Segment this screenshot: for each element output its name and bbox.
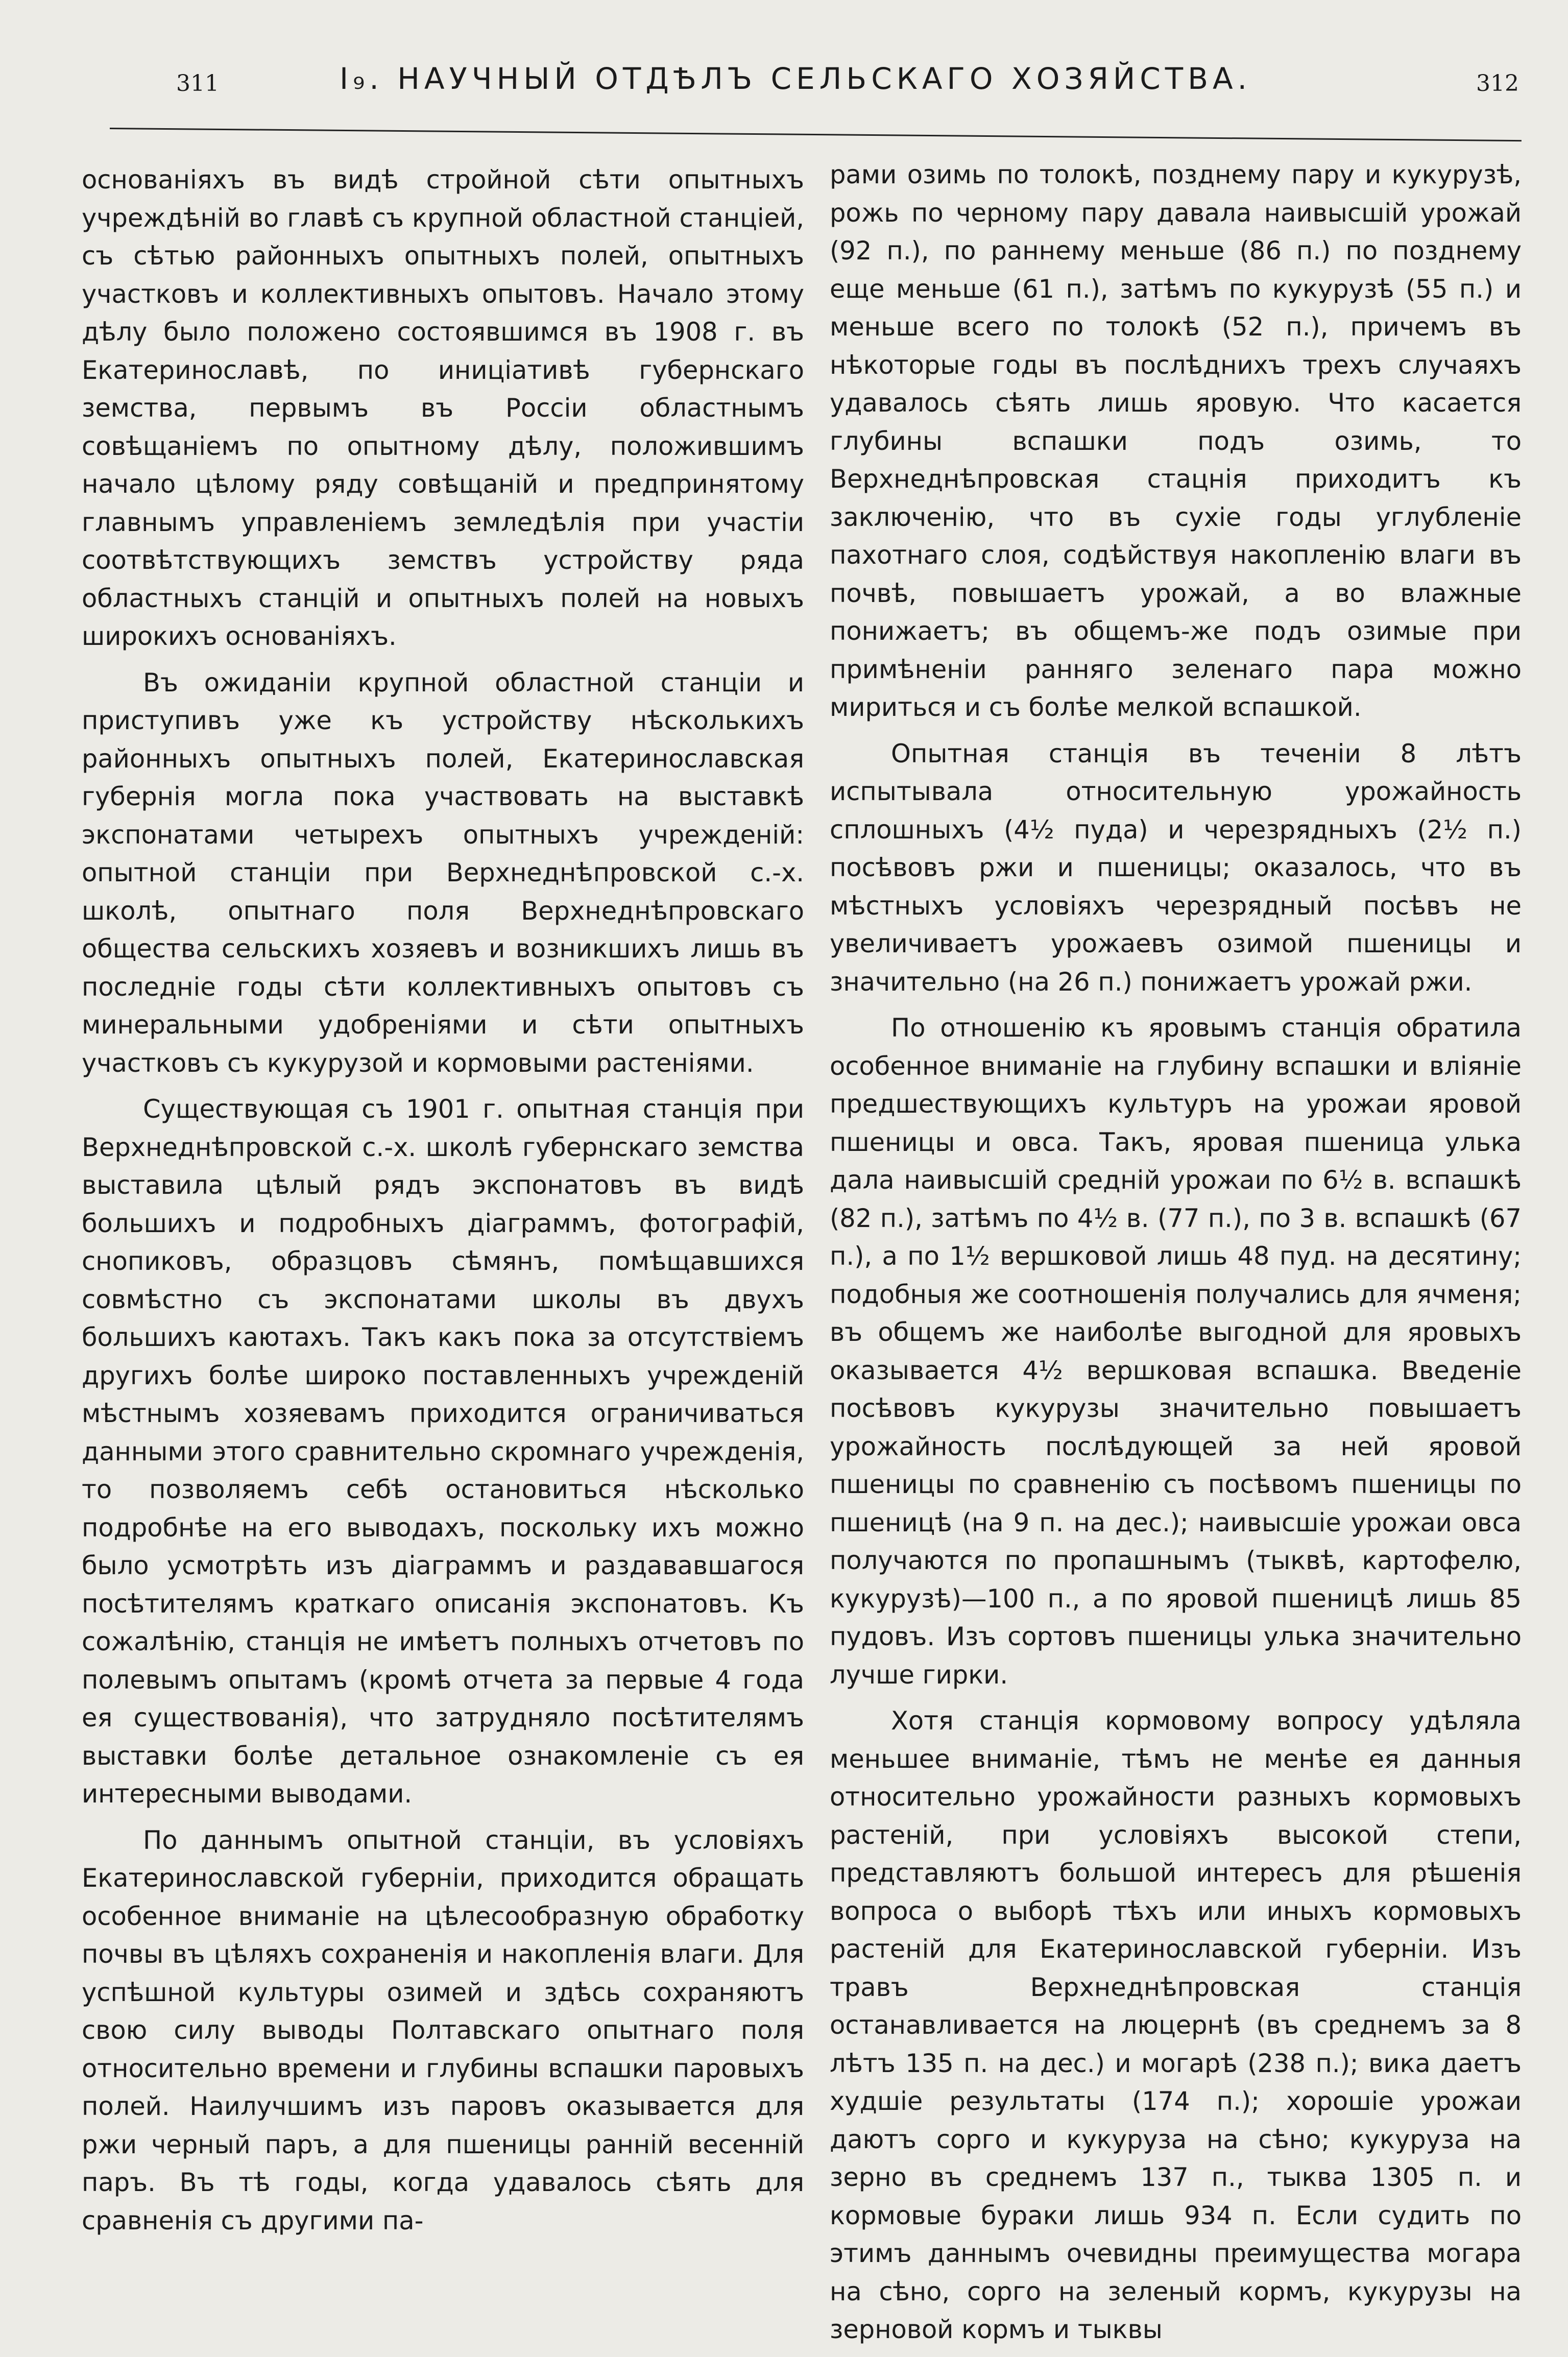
paragraph: основаніяхъ въ видѣ стройной сѣти опытныхъ учреждѣній во главѣ съ крупной областной станціей, съ сѣтью районныхъ опытныхъ полей, опытныхъ участковъ и коллективныхъ опытовъ. Начало этому дѣлу было положено состоявшимся въ 1908 г. въ Екатеринославѣ, по иниціативѣ губернскаго земства, первымъ въ Россіи областнымъ совѣщаніемъ по опытному дѣлу, положившимъ начало цѣлому ряду совѣщаній и предпринятому главнымъ управленіемъ земледѣлія при участіи соотвѣтствующихъ земствъ устройству ряда областныхъ станцій и опытныхъ полей на новыхъ широкихъ основаніяхъ. [82,165,804,651]
page-number-left: 311 [176,70,219,97]
paragraph: Существующая съ 1901 г. опытная станція при Верхнеднѣпровской с.-х. школѣ губернскаго земства выставила цѣлый рядъ экспонатовъ въ видѣ большихъ и подробныхъ діаграммъ, фотографій, снопиковъ, образцовъ сѣмянъ, помѣщавшихся совмѣстно съ экспонатами школы въ двухъ большихъ каютахъ. Такъ какъ пока за отсутствіемъ другихъ болѣе широко поставленныхъ учрежденій мѣстнымъ хозяевамъ приходится ограничиваться данными этого сравнительно скромнаго учрежденія, то позволяемъ себѣ остановиться нѣсколько подробнѣе на его выводахъ, поскольку ихъ можно было усмотрѣть изъ діаграммъ и раздававшагося посѣтителямъ краткаго описанія экспонатовъ. Къ сожалѣнію, станція не имѣетъ полныхъ отчетовъ по полевымъ опытамъ (кромѣ отчета за первые 4 года ея существованія), что затрудняло посѣтителямъ выставки болѣе детальное ознакомленіе съ ея интересными выводами. [82,1094,804,1809]
running-title: I₉. НАУЧНЫЙ ОТДѢЛЪ СЕЛЬСКАГО ХОЗЯЙСТВА. [340,61,1252,96]
paragraph: Въ ожиданіи крупной областной станціи и приступивъ уже къ устройству нѣсколькихъ районныхъ опытныхъ полей, Екатеринославская губернія могла пока участвовать на выставкѣ экспонатами четырехъ опытныхъ учрежденій: опытной станціи при Верхнеднѣпровской с.-х. школѣ, опытнаго поля Верхнеднѣпровскаго общества сельскихъ хозяевъ и возникшихъ лишь въ последніе годы сѣти коллективныхъ опытовъ съ минеральными удобреніями и сѣти опытныхъ участковъ съ кукурузой и кормовыми растеніями. [82,667,804,1078]
paragraph: По даннымъ опытной станціи, въ условіяхъ Екатеринославской губерніи, приходится обращать особенное вниманіе на цѣлесообразную обработку почвы въ цѣляхъ сохраненія и накопленія влаги. Для успѣшной культуры озимей и здѣсь сохраняютъ свою силу выводы Полтавскаго опытнаго поля относительно времени и глубины вспашки паровыхъ полей. Наилучшимъ изъ паровъ оказывается для ржи черный паръ, а для пшеницы ранній весенній паръ. Въ тѣ годы, когда удавалось сѣять для сравненія съ другими па- [82,1825,804,2235]
running-header [110,61,1524,107]
paragraph: рами озимь по толокѣ, позднему пару и кукурузѣ, рожь по черному пару давала наивысшій урожай (92 п.), по раннему меньше (86 п.) по позднему еще меньше (61 п.), затѣмъ по кукурузѣ (55 п.) и меньше всего по толокѣ (52 п.), причемъ въ нѣкоторые годы въ послѣднихъ трехъ случаяхъ удавалось сѣять лишь яровую. Что касается глубины вспашки подъ озимь, то Верхнеднѣпровская стацнія приходитъ къ заключенію, что въ сухіе годы углубленіе пахотнаго слоя, содѣйствуя накопленію влаги въ почвѣ, повышаетъ урожай, а во влажные понижаетъ; въ общемъ-же подъ озимые при примѣненіи ранняго зеленаго пара можно мириться и съ болѣе мелкой вспашкой. [830,160,1522,722]
left-column [82,161,804,2248]
page-number-right: 312 [1476,70,1519,97]
paragraph: По отношенію къ яровымъ станція обратила особенное вниманіе на глубину вспашки и вліяніе предшествующихъ культуръ на урожаи яровой пшеницы и овса. Такъ, яровая пшеница улька дала наивысшій средній урожаи по 6½ в. вспашкѣ (82 п.), затѣмъ по 4½ в. (77 п.), по 3 в. вспашкѣ (67 п.), а по 1½ вершковой лишь 48 пуд. на десятину; подобныя же соотношенія получались для ячменя; въ общемъ же наиболѣе выгодной для яровыхъ оказывается 4½ вершковая вспашка. Введеніе посѣвовъ кукурузы значительно повышаетъ урожайность послѣдующей за ней яровой пшеницы по сравненію съ посѣвомъ пшеницы по пшеницѣ (на 9 п. на дес.); наивысшіе урожаи овса получаются по пропашнымъ (тыквѣ, картофелю, кукурузѣ)—100 п., а по яровой пшеницѣ лишь 85 пудовъ. Изъ сортовъ пшеницы улька значительно лучше гирки. [830,1013,1522,1690]
header-rule [110,128,1522,141]
right-column [830,156,1522,2357]
paragraph: Опытная станція въ теченіи 8 лѣтъ испытывала относительную урожайность сплошныхъ (4½ пуда) и черезрядныхъ (2½ п.) посѣвовъ ржи и пшеницы; оказалось, что въ мѣстныхъ условіяхъ черезрядный посѣвъ не увеличиваетъ урожаевъ озимой пшеницы и значительно (на 26 п.) понижаетъ урожай ржи. [830,738,1522,997]
paragraph: Хотя станція кормовому вопросу удѣляла меньшее вниманіе, тѣмъ не менѣе ея данныя относительно урожайности разныхъ кормовыхъ растеній, при условіяхъ высокой степи, представляютъ большой интересъ для рѣшенія вопроса о выборѣ тѣхъ или иныхъ кормовыхъ растеній для Екатеринославской губерніи. Изъ травъ Верхнеднѣпровская станція останавливается на люцернѣ (въ среднемъ за 8 лѣтъ 135 п. на дес.) и могарѣ (238 п.); вика даетъ худшіе результаты (174 п.); хорошіе урожаи даютъ сорго и кукуруза на сѣно; кукуруза на зерно въ среднемъ 137 п., тыква 1305 п. и кормовые бураки лишь 934 п. Если судить по этимъ даннымъ очевидны преимущества могара на сѣно, сорго на зеленый кормъ, кукурузы на зерновой кормъ и тыквы [830,1706,1522,2344]
